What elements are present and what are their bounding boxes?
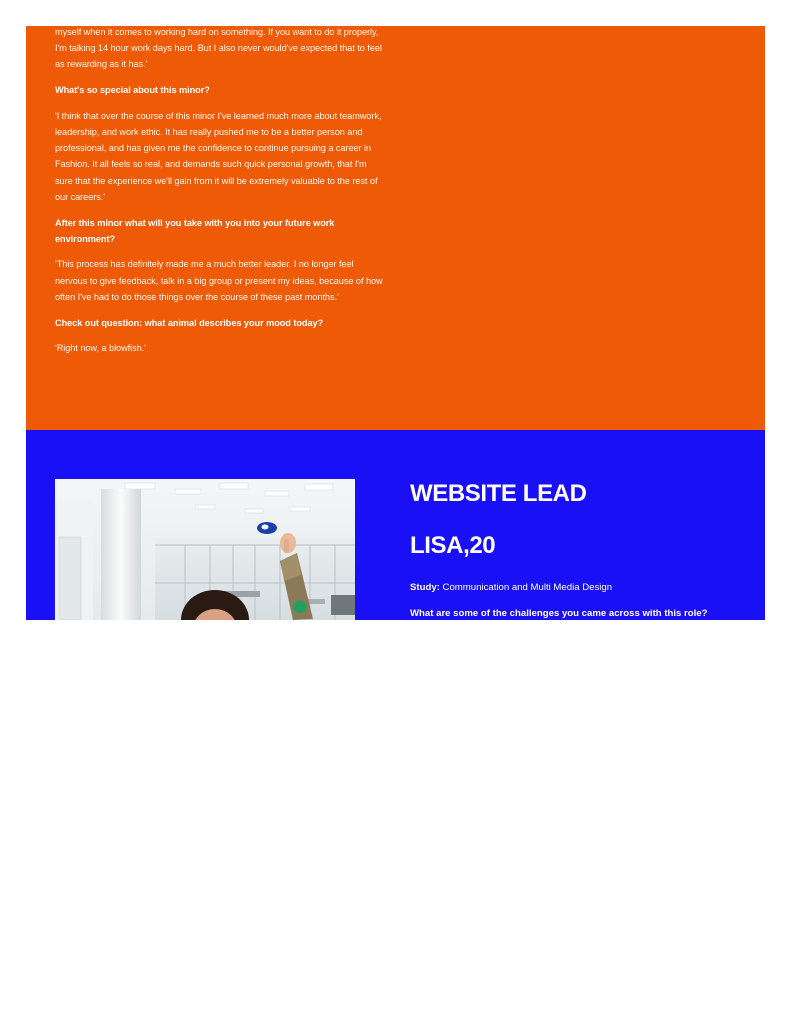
person-name: LISA,20 (410, 532, 496, 559)
answer-animal: 'Right now, a blowfish.' (55, 343, 146, 354)
interview-text (55, 26, 383, 366)
role-title: WEBSITE LEAD (410, 480, 587, 507)
answer-future: 'This process has definitely made me a much better leader. I no longer feel nervous to give feedback, talk in a big group or present my ideas, because of how often I've had to do those things over the course of these past months.' (55, 259, 383, 302)
study-line (410, 581, 750, 595)
question-challenges: What are some of the challenges you came across with this role? (410, 608, 708, 619)
study-value: Communication and Multi Media Design (439, 582, 613, 593)
answer-intro: myself when it comes to working hard on something. If you want to do it properly, I'm talking 14 hour work days hard. But I also never would've expected that to feel as rewarding as it has.' (55, 27, 382, 70)
profile-info (410, 478, 750, 620)
question-animal: Check out question: what animal describes your mood today? (55, 317, 324, 328)
answer-special: 'I think that over the course of this minor I've learned much more about teamwork, leadership, and work ethic. It has really pushed me to be a better person and professional, and has given me the confidence to continue pursuing a career in Fashion. It all feels so real, and demands such quick personal growth, that I'm sure that the experience we'll gain from it will be extremely valuable to the rest of our careers.' (55, 110, 382, 202)
interview-section-blue (26, 430, 765, 620)
study-label: Study: (410, 582, 440, 593)
question-special: What's so special about this minor? (55, 85, 210, 96)
question-future: After this minor what will you take with you into your future work environment? (55, 217, 335, 244)
interview-section-orange (26, 26, 765, 430)
office-photo-illustration (55, 479, 355, 620)
profile-photo (55, 479, 355, 620)
